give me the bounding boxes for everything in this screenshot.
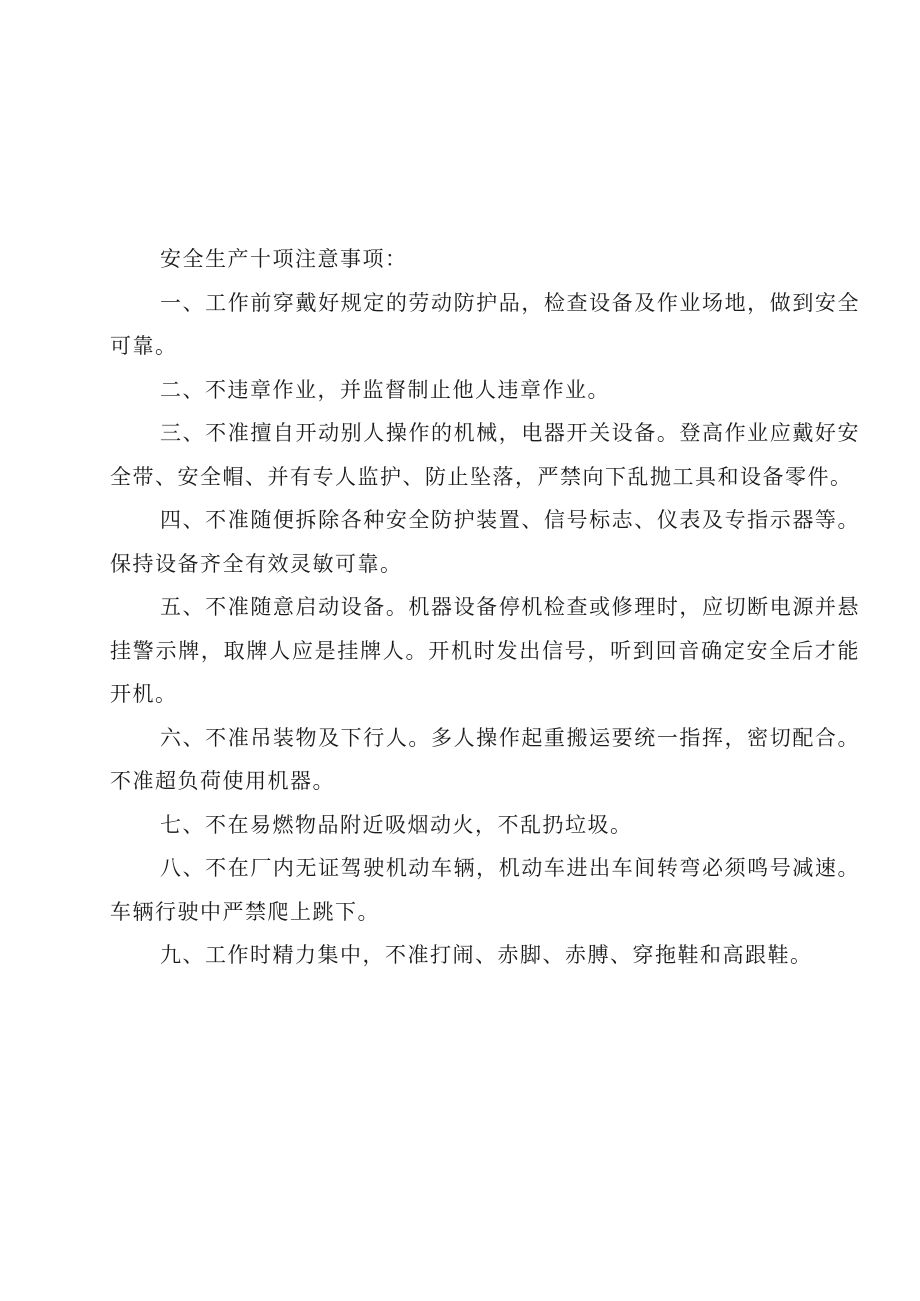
rule-item-7: 七、不在易燃物品附近吸烟动火，不乱扔垃圾。 [160, 812, 633, 837]
rule-item-6: 六、不准吊装物及下行人。多人操作起重搬运要统一指挥，密切配合。不准超负荷使用机器。 [110, 725, 860, 793]
rule-item-9: 九、工作时精力集中，不准打闹、赤脚、赤膊、穿拖鞋和高跟鞋。 [160, 943, 813, 967]
rule-item-3: 三、不准擅自开动别人操作的机械，电器开关设备。登高作业应戴好安全带、安全帽、并有专人监护、防止坠落，严禁向下乱抛工具和设备零件。 [110, 421, 860, 489]
rule-item-2: 二、不违章作业，并监督制止他人违章作业。 [160, 377, 610, 402]
rule-item-8: 八、不在厂内无证驾驶机动车辆，机动车进出车间转弯必须鸣号减速。车辆行驶中严禁爬上跳下。 [110, 856, 860, 924]
document-title: 安全生产十项注意事项： [160, 247, 408, 271]
rule-item-1: 一、工作前穿戴好规定的劳动防护品，检查设备及作业场地，做到安全可靠。 [110, 290, 860, 358]
document-body [110, 238, 860, 978]
rule-item-4: 四、不准随便拆除各种安全防护装置、信号标志、仪表及专指示器等。保持设备齐全有效灵敏可靠。 [110, 508, 860, 576]
rule-item-5: 五、不准随意启动设备。机器设备停机检查或修理时，应切断电源并悬挂警示牌，取牌人应是挂牌人。开机时发出信号，听到回音确定安全后才能开机。 [110, 595, 860, 706]
